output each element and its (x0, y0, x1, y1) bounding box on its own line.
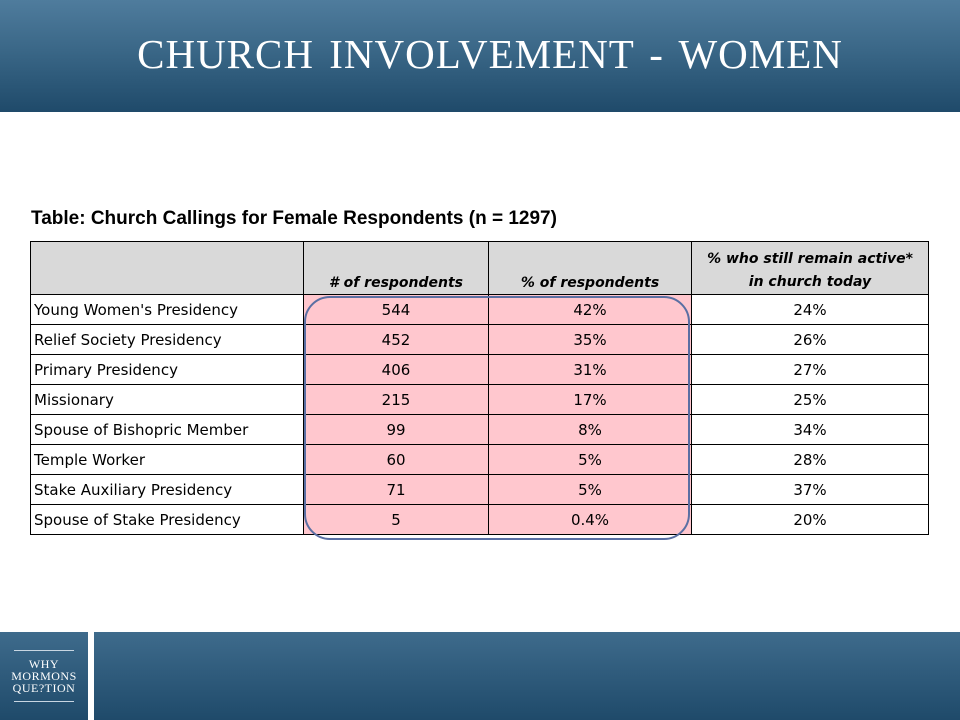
active-percent: 20% (692, 505, 929, 535)
respondent-percent: 42% (489, 295, 692, 325)
respondent-percent: 8% (489, 415, 692, 445)
logo-divider-bottom (14, 701, 74, 702)
calling-name: Spouse of Stake Presidency (31, 505, 304, 535)
logo-box (0, 632, 88, 720)
respondent-count: 71 (304, 475, 489, 505)
table-row (31, 355, 929, 385)
logo-text-line2: MORMONS (11, 669, 77, 683)
logo-text-line1: WHY (28, 657, 60, 671)
calling-name: Stake Auxiliary Presidency (31, 475, 304, 505)
respondent-count: 452 (304, 325, 489, 355)
table-row (31, 415, 929, 445)
slide-header (0, 0, 960, 112)
respondent-percent: 31% (489, 355, 692, 385)
active-percent: 26% (692, 325, 929, 355)
table-row (31, 445, 929, 475)
active-percent: 24% (692, 295, 929, 325)
respondent-percent: 5% (489, 445, 692, 475)
logo-divider-top (14, 650, 74, 651)
respondent-count: 544 (304, 295, 489, 325)
column-header-count: # of respondents (304, 242, 489, 295)
callings-table (30, 241, 929, 535)
slide-title: CHURCH INVOLVEMENT - WOMEN (137, 31, 843, 77)
respondent-count: 215 (304, 385, 489, 415)
column-header-percent: % of respondents (489, 242, 692, 295)
respondent-count: 5 (304, 505, 489, 535)
respondent-percent: 0.4% (489, 505, 692, 535)
calling-name: Spouse of Bishopric Member (31, 415, 304, 445)
calling-name: Temple Worker (31, 445, 304, 475)
active-percent: 27% (692, 355, 929, 385)
respondent-percent: 35% (489, 325, 692, 355)
active-percent: 28% (692, 445, 929, 475)
respondent-percent: 5% (489, 475, 692, 505)
table-row (31, 325, 929, 355)
calling-name: Relief Society Presidency (31, 325, 304, 355)
respondent-count: 406 (304, 355, 489, 385)
active-percent: 25% (692, 385, 929, 415)
calling-name: Primary Presidency (31, 355, 304, 385)
table-row (31, 385, 929, 415)
column-header-active (692, 242, 929, 295)
calling-name: Young Women's Presidency (31, 295, 304, 325)
table-caption: Table: Church Callings for Female Respondents (n = 1297) (31, 208, 557, 229)
respondent-percent: 17% (489, 385, 692, 415)
footer-bar (94, 632, 960, 720)
table-row (31, 295, 929, 325)
column-header-active-text: % who still remain active* in church today (707, 251, 913, 290)
respondent-count: 60 (304, 445, 489, 475)
table-row (31, 475, 929, 505)
logo-text-line3: QUE?TION (12, 681, 76, 695)
table-header-row (31, 242, 929, 295)
active-percent: 34% (692, 415, 929, 445)
active-percent: 37% (692, 475, 929, 505)
respondent-count: 99 (304, 415, 489, 445)
calling-name: Missionary (31, 385, 304, 415)
column-header-calling (31, 242, 304, 295)
table-row (31, 505, 929, 535)
